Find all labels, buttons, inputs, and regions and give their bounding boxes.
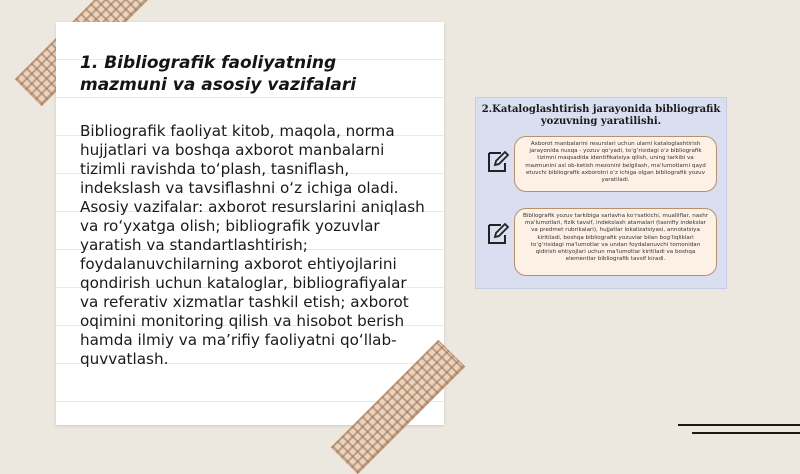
panel-title: 2.Kataloglashtirish jarayonida bibliografik yozuvning yaratilishi. <box>481 104 721 127</box>
slide-title: 1. Bibliografik faoliyatning mazmuni va asosiy vazifalari <box>80 53 357 95</box>
info-bubble-2: Bibliografik yozuv tarkibiga sarlavha koʻrsatkichi, mualliflar, nashr ma'lumotlari, fizik tavsif, indekslash atamalari (tasnifiy indekslar va predmet rubrikalari), hujjatlar lokalizatsiyasi, annotatsiya kiritiladi, boshqa bibliografik yozuvlar bilan bogʻliqliklari toʻgʻrisidagi ma'lumotlar va undan foydalanuvchi tomonidan qidirish ehtiyojlari uchun ma'lumotlar kiritiladi va boshqa elementlar bibliografik tavsif kiradi. <box>514 208 717 276</box>
diagram-panel <box>475 97 727 289</box>
edit-document-icon <box>486 150 510 174</box>
decorative-line <box>692 432 800 434</box>
slide-body-text: Bibliografik faoliyat kitob, maqola, norma hujjatlari va boshqa axborot manbalarni tizimli ravishda toʻplash, tasniflash, indekslash va tavsiflashni oʻz ichiga oladi. Asosiy vazifalar: axborot resurslarini aniqlash va roʻyxatga olish; bibliografik yozuvlar yaratish va standartlashtirish; foydalanuvchilarning axborot ehtiyojlarini qondirish uchun kataloglar, bibliografiyalar va referativ xizmatlar tashkil etish; axborot oqimini monitoring qilish va hisobot berish hamda ilmiy va maʼrifiy faoliyatni qoʻllab-quvvatlash. <box>80 122 425 368</box>
decorative-line <box>678 424 800 426</box>
decorative-lines <box>678 424 800 440</box>
edit-document-icon <box>486 222 510 246</box>
info-bubble-1: Axborot manbalarini resurslari uchun ularni kataloglashtirish jarayonida nusqa - yozuv qoʻyadi, toʻgʻrisidagi oʻz bibliografik tizimni maqsadida identifikatsiya qilish, uning tarkibi va mazmunini asl ob-ketish mezonini belgilash, maʼlumotlarni qayd etuvchi bibliografik axborotni oʻz ichiga olgan bibliografik yozuv yaratiladi. <box>514 136 717 192</box>
